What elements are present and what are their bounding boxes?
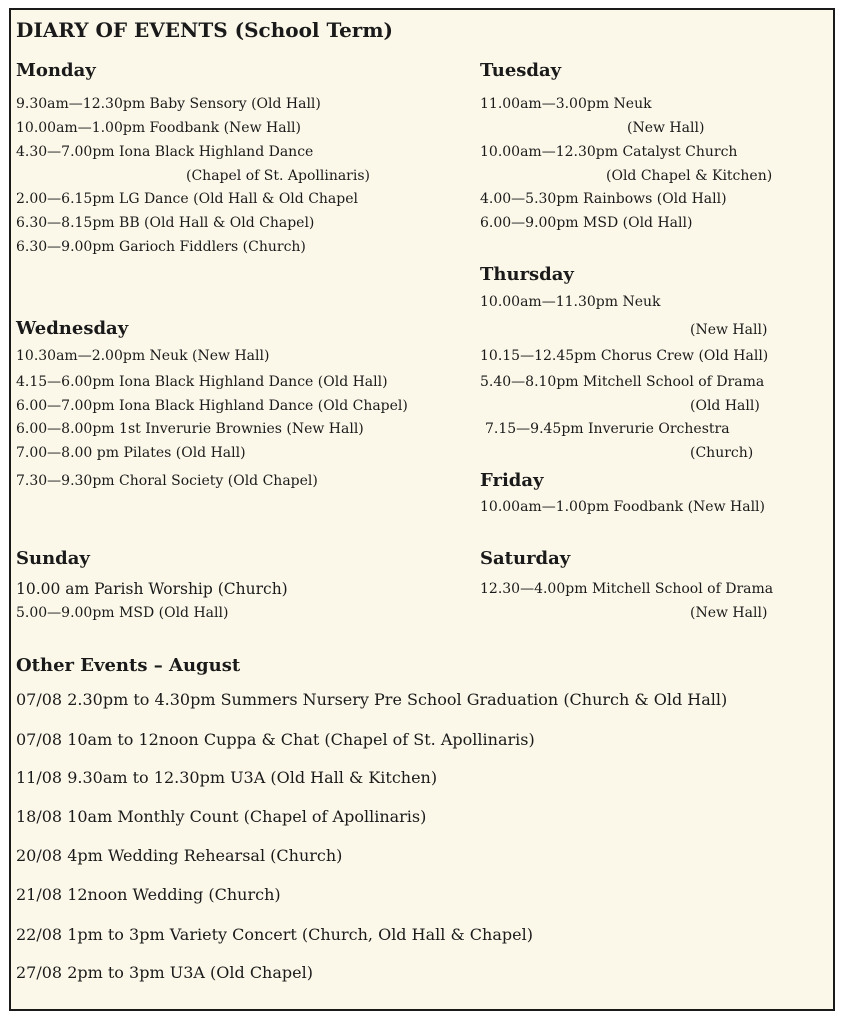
tuesday-event-venue: (Old Chapel & Kitchen) [606,168,773,184]
august-event: 27/08 2pm to 3pm U3A (Old Chapel) [16,963,313,982]
wednesday-event: 4.15—6.00pm Iona Black Highland Dance (Old Hall) [16,374,388,390]
saturday-event-venue: (New Hall) [690,605,768,621]
august-event: 07/08 2.30pm to 4.30pm Summers Nursery Pre School Graduation (Church & Old Hall) [16,690,728,709]
monday-event: 4.30—7.00pm Iona Black Highland Dance [16,144,314,160]
august-event: 07/08 10am to 12noon Cuppa & Chat (Chapel of St. Apollinaris) [16,730,535,749]
wednesday-event: 6.00—7.00pm Iona Black Highland Dance (Old Chapel) [16,398,408,414]
august-event: 22/08 1pm to 3pm Variety Concert (Church, Old Hall & Chapel) [16,925,533,944]
monday-event-venue: (Chapel of St. Apollinaris) [186,168,371,184]
wednesday-heading: Wednesday [16,318,129,339]
page-title: DIARY OF EVENTS (School Term) [16,18,393,42]
thursday-event: 7.15—9.45pm Inverurie Orchestra [485,421,730,437]
thursday-event: 10.00am—11.30pm Neuk [480,294,661,310]
august-event: 18/08 10am Monthly Count (Chapel of Apollinaris) [16,807,427,826]
monday-event: 2.00—6.15pm LG Dance (Old Hall & Old Chapel [16,191,358,207]
diary-notice [9,8,835,1011]
tuesday-event-venue: (New Hall) [627,120,705,136]
tuesday-event: 4.00—5.30pm Rainbows (Old Hall) [480,191,727,207]
sunday-event: 5.00—9.00pm MSD (Old Hall) [16,605,229,621]
saturday-heading: Saturday [480,548,571,569]
monday-event: 9.30am—12.30pm Baby Sensory (Old Hall) [16,96,321,112]
saturday-event: 12.30—4.00pm Mitchell School of Drama [480,581,774,597]
tuesday-event: 6.00—9.00pm MSD (Old Hall) [480,215,693,231]
thursday-event: 5.40—8.10pm Mitchell School of Drama [480,374,765,390]
august-event: 21/08 12noon Wedding (Church) [16,885,281,904]
monday-heading: Monday [16,60,96,81]
tuesday-event: 10.00am—12.30pm Catalyst Church [480,144,738,160]
thursday-event-venue: (New Hall) [690,322,768,338]
tuesday-event: 11.00am—3.00pm Neuk [480,96,652,112]
wednesday-event: 7.30—9.30pm Choral Society (Old Chapel) [16,473,318,489]
tuesday-heading: Tuesday [480,60,562,81]
monday-event: 10.00am—1.00pm Foodbank (New Hall) [16,120,301,136]
other-events-heading: Other Events – August [16,655,241,676]
monday-event: 6.30—8.15pm BB (Old Hall & Old Chapel) [16,215,315,231]
wednesday-event: 7.00—8.00 pm Pilates (Old Hall) [16,445,246,461]
sunday-event: 10.00 am Parish Worship (Church) [16,580,288,598]
thursday-event-venue: (Old Hall) [690,398,760,414]
monday-event: 6.30—9.00pm Garioch Fiddlers (Church) [16,239,306,255]
thursday-event-venue: (Church) [690,445,754,461]
sunday-heading: Sunday [16,548,90,569]
thursday-heading: Thursday [480,264,574,285]
thursday-event: 10.15—12.45pm Chorus Crew (Old Hall) [480,348,769,364]
friday-event: 10.00am—1.00pm Foodbank (New Hall) [480,499,765,515]
august-event: 20/08 4pm Wedding Rehearsal (Church) [16,846,343,865]
august-event: 11/08 9.30am to 12.30pm U3A (Old Hall & Kitchen) [16,768,438,787]
wednesday-event: 10.30am—2.00pm Neuk (New Hall) [16,348,270,364]
wednesday-event: 6.00—8.00pm 1st Inverurie Brownies (New Hall) [16,421,364,437]
friday-heading: Friday [480,470,544,491]
